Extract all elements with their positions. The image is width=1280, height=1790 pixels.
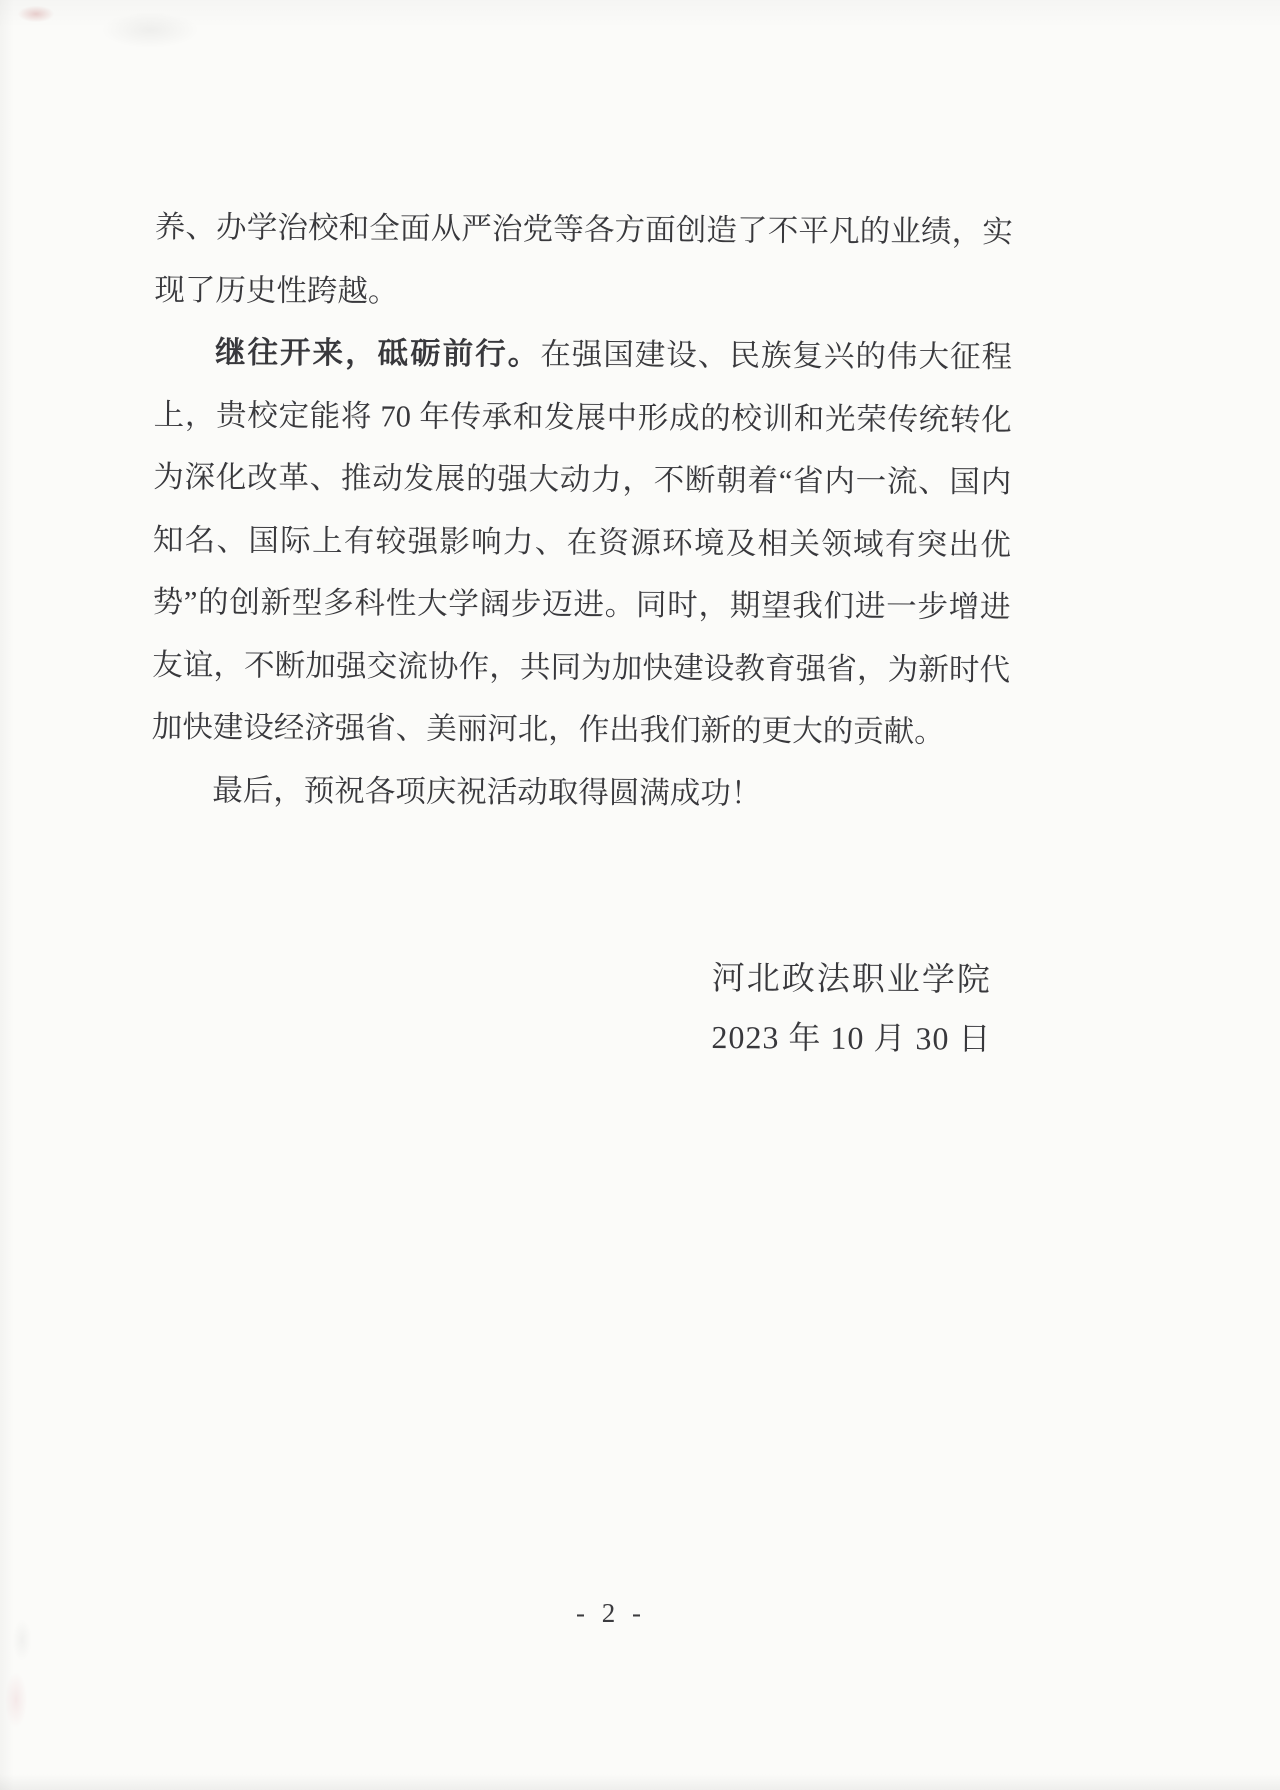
- letter-body: [151, 196, 1013, 826]
- paragraph-text: 在强国建设、民族复兴的伟大征程上，贵校定能将 70 年传承和发展中形成的校训和光荣传统转化为深化改革、推动发展的强大动力，不断朝着“省内一流、国内知名、国际上有较强影响力、在资源环境及相关领域有突出优势”的创新型多科性大学阔步迈进。同时，期望我们进一步增进友谊，不断加强交流协作，共同为加快建设教育强省，为新时代加快建设经济强省、美丽河北，作出我们新的更大的贡献。: [151, 337, 1013, 749]
- signature-name: 河北政法职业学院: [711, 960, 992, 999]
- paragraph: [154, 196, 1013, 326]
- paragraph-text: 养、办学治校和全面从严治党等各方面创造了不平凡的业绩，实现了历史性跨越。: [154, 209, 1013, 308]
- signature-date: 2023 年 10 月 30 日: [711, 1018, 992, 1057]
- paragraph: [151, 758, 1009, 826]
- paragraph-lead-bold: 继往开来，砥砺前行。: [214, 335, 541, 372]
- page-number: - 2 -: [576, 1598, 646, 1628]
- paragraph-text: 最后，预祝各项庆祝活动取得圆满成功！: [212, 772, 762, 811]
- signature-block: [711, 950, 992, 1062]
- paragraph: [152, 321, 1013, 764]
